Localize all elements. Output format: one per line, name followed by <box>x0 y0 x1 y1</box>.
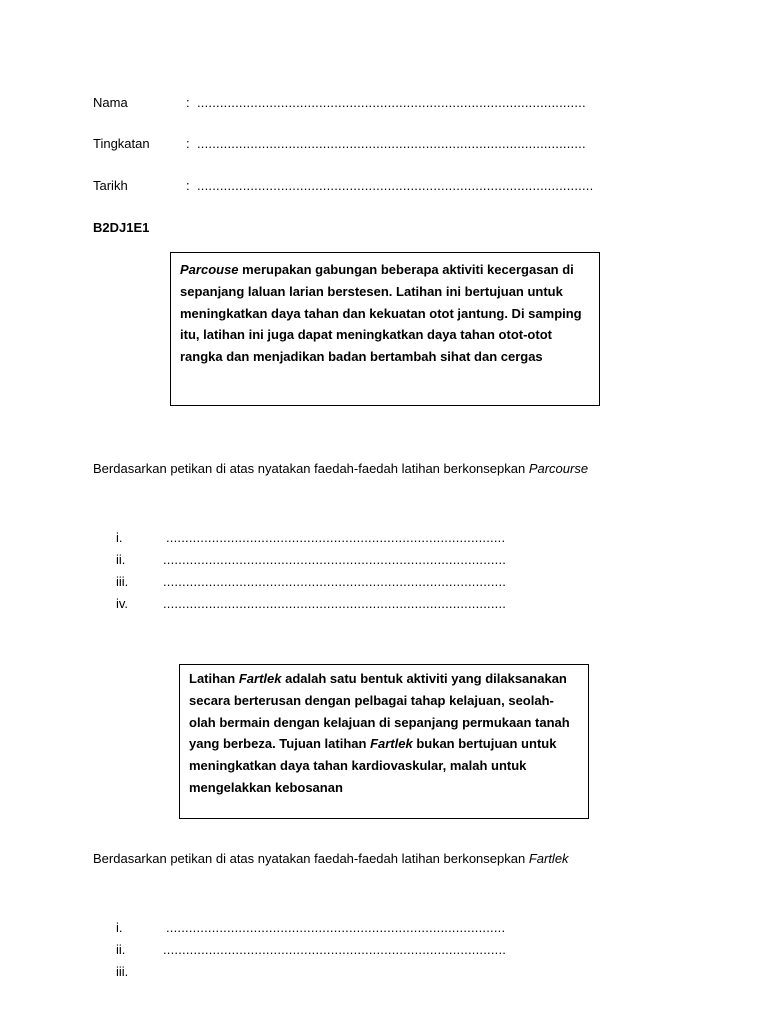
fartlek-term: Fartlek <box>370 736 413 752</box>
answer-number: iv. <box>116 596 129 611</box>
worksheet-code: B2DJ1E1 <box>93 220 150 235</box>
question-text: Berdasarkan petikan di atas nyatakan faedah-faedah latihan berkonsepkan <box>93 851 529 866</box>
date-field[interactable]: ........................................................................................................ <box>197 178 594 193</box>
passage-box-fartlek <box>179 664 589 819</box>
fartlek-term: Fartlek <box>238 671 282 686</box>
answer-number: ii. <box>116 942 126 957</box>
date-label: Tarikh <box>93 178 128 193</box>
answer-line[interactable]: ......................................................................................... <box>166 920 506 935</box>
class-field[interactable]: ...................................................................................................... <box>197 136 586 151</box>
parcourse-term: Parcourse <box>528 461 589 476</box>
answer-number: iii. <box>116 964 129 979</box>
answer-number: ii. <box>116 552 126 567</box>
answer-number: i. <box>116 530 123 545</box>
answer-line[interactable]: ......................................................................................... <box>166 530 506 545</box>
answer-number: i. <box>116 920 123 935</box>
parcouse-term: Parcouse <box>180 262 239 277</box>
question-text: Berdasarkan petikan di atas nyatakan faedah-faedah latihan berkonsepkan <box>93 461 529 476</box>
passage-text: Latihan <box>189 671 239 686</box>
date-colon: : <box>186 178 190 193</box>
name-field[interactable]: ...................................................................................................... <box>197 95 586 110</box>
answer-line[interactable]: .......................................................................................... <box>163 942 507 957</box>
passage-text: adalah satu bentuk aktiviti yang dilaksanakan secara berterusan dengan pelbagai tahap kelajuan, seolah-olah bermain dengan kelajuan di sepanjang permukaan tanah yang berbeza. Tujuan latihan <box>189 671 570 752</box>
question-fartlek <box>93 851 569 866</box>
answer-line[interactable]: .......................................................................................... <box>163 552 507 567</box>
answer-number: iii. <box>116 574 129 589</box>
passage-box-parcourse <box>170 252 600 406</box>
passage-text: bukan bertujuan untuk meningkatkan daya tahan kardiovaskular, malah untuk mengelakkan kebosanan <box>189 736 557 795</box>
class-label: Tingkatan <box>93 136 150 151</box>
fartlek-term: Fartlek <box>528 851 569 866</box>
answer-line[interactable]: .......................................................................................... <box>163 574 507 589</box>
class-colon: : <box>186 136 190 151</box>
name-colon: : <box>186 95 190 110</box>
answer-line[interactable]: .......................................................................................... <box>163 596 507 611</box>
question-parcourse <box>93 461 588 476</box>
name-label: Nama <box>93 95 128 110</box>
passage-text: merupakan gabungan beberapa aktiviti kecergasan di sepanjang laluan larian berstesen. Latihan ini bertujuan untuk meningkatkan daya tahan dan kekuatan otot jantung. Di samping itu, latihan ini juga dapat meningkatkan daya tahan otot-otot rangka dan menjadikan badan bertambah sihat dan cergas <box>180 262 582 365</box>
